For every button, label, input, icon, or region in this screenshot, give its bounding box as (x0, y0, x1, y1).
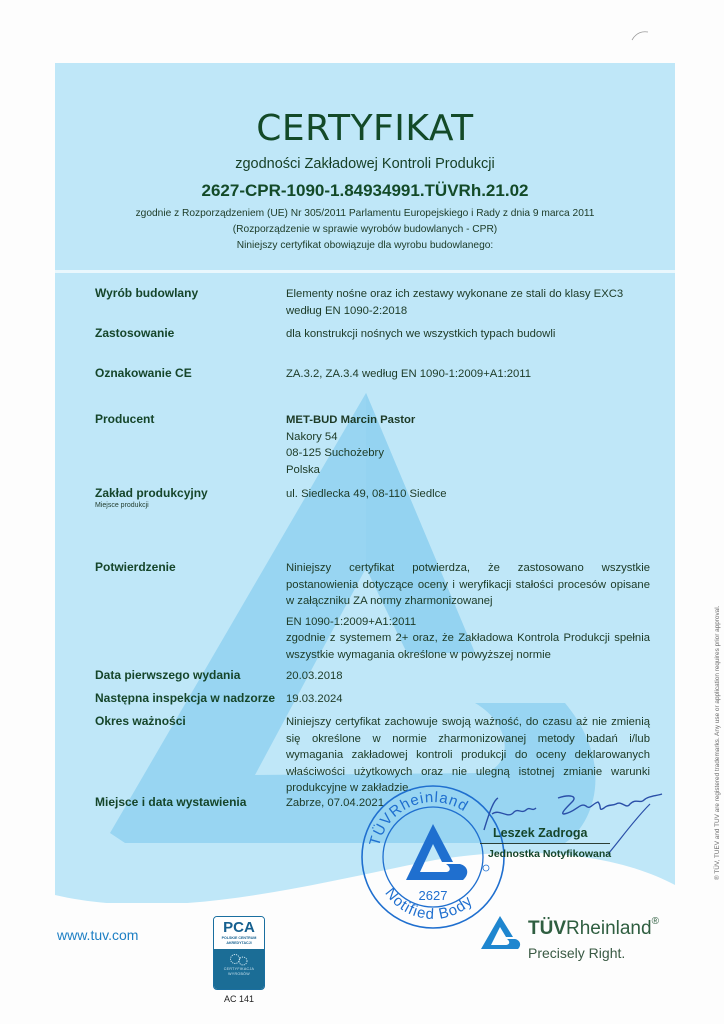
pca-bottom-text: WYROBÓW (228, 972, 250, 976)
field-label: Data pierwszego wydania (95, 668, 241, 682)
field-label: Zastosowanie (95, 326, 175, 340)
certificate-title: CERTYFIKAT (256, 108, 474, 149)
field-label: Oznakowanie CE (95, 366, 192, 380)
field-value (286, 560, 650, 663)
address-line: 08-125 Suchożebry (286, 447, 384, 459)
confirmation-standard: EN 1090-1:2009+A1:2011 (286, 615, 417, 628)
field-label: Producent (95, 412, 155, 426)
field-value: Zabrze, 07.04.2021 (286, 797, 384, 809)
field-sublabel: Miejsce produkcji (95, 502, 149, 509)
field-value: 19.03.2024 (286, 693, 343, 705)
signatory-name: Leszek Zadroga (493, 826, 588, 840)
value-line: według EN 1090-2:2018 (286, 304, 408, 317)
field-label: Zakład produkcyjny (95, 486, 208, 500)
registered-mark: ® (651, 916, 659, 927)
field-value: dla konstrukcji nośnych we wszystkich typach budowli (286, 328, 556, 340)
field-value (286, 286, 646, 319)
field-label: Potwierdzenie (95, 560, 176, 574)
website-link[interactable]: www.tuv.com (57, 927, 139, 943)
tuv-triangle-icon (480, 915, 522, 951)
field-label: Wyrób budowlany (95, 286, 199, 300)
field-value: ul. Siedlecka 49, 08-110 Siedlce (286, 488, 447, 500)
svg-text:2627: 2627 (418, 888, 448, 903)
field-label: Miejsce i data wystawienia (95, 795, 247, 809)
field-label: Następna inspekcja w nadzorze (95, 691, 276, 705)
field-value: Niniejszy certyfikat zachowuje swoją ważność, do czasu aż nie zmienią się określone w normie zharmonizowanej metody badań i/lub wymagania zakładowej kontroli produkcji do oceny deklarowanych właściwości użytkowych oraz nie ulegną istotnej zmianie warunki produkcyjne w zakładzie. (286, 716, 650, 794)
pca-logo-bottom (214, 949, 264, 989)
pca-bottom-text: CERTYFIKACJA (223, 967, 255, 971)
address-line: Polska (286, 463, 320, 476)
signatory-role: Jednostka Notyfikowana (488, 848, 612, 860)
scan-artifact (630, 30, 650, 42)
gears-icon (227, 953, 251, 967)
trademark-note: ® TÜV, TUEV and TUV are registered trademarks. Any use or application requires prior approval. (714, 605, 721, 880)
certificate-subtitle: zgodności Zakładowej Kontroli Produkcji (235, 156, 495, 172)
accreditation-number: AC 141 (223, 994, 255, 1004)
field-label: Okres ważności (95, 714, 186, 728)
confirmation-paragraph: zgodnie z systemem 2+ oraz, że Zakładowa Kontrola Produkcji spełnia wszystkie wymagania określone w powyższej normie (286, 632, 650, 661)
regulation-line: zgodnie z Rozporządzeniem (UE) Nr 305/2011 Parlamentu Europejskiego i Rady z dnia 9 marca 2011 (135, 208, 595, 219)
signature-line (480, 843, 610, 844)
certificate-number: 2627-CPR-1090-1.84934991.TÜVRh.21.02 (201, 181, 529, 200)
pca-logo (213, 916, 265, 990)
tuv-tagline: Precisely Right. (528, 945, 626, 961)
brand-rest: Rheinland (566, 918, 652, 939)
regulation-line: (Rozporządzenie w sprawie wyrobów budowlanych - CPR) (232, 224, 498, 235)
pca-subtitle: POLSKIE CENTRUM (221, 936, 257, 940)
tuv-rheinland-logo (480, 915, 680, 965)
pca-wordmark (214, 920, 264, 936)
svg-text:Notified Body: Notified Body (381, 884, 477, 924)
pca-text: PCA (223, 919, 255, 936)
producer-name: MET-BUD Marcin Pastor (286, 414, 416, 426)
field-value: 20.03.2018 (286, 670, 343, 682)
brand-bold: TÜV (528, 918, 566, 939)
tuv-brand-name (528, 918, 659, 940)
field-value (286, 412, 646, 478)
value-line: Elementy nośne oraz ich zestawy wykonane ze stali do klasy EXC3 (286, 288, 624, 300)
regulation-line: Niniejszy certyfikat obowiązuje dla wyrobu budowlanego: (236, 240, 494, 251)
pca-logo-top (214, 917, 264, 947)
address-line: Nakory 54 (286, 430, 338, 443)
pca-subtitle: AKREDYTACJI (226, 940, 252, 945)
svg-text:TÜVRheinland: TÜVRheinland (366, 788, 472, 848)
field-value: ZA.3.2, ZA.3.4 według EN 1090-1:2009+A1:2011 (286, 368, 532, 380)
confirmation-paragraph: Niniejszy certyfikat potwierdza, że zastosowano wszystkie postanowienia dotyczące oceny i weryfikacji stałości procesów opisane w załączniku ZA normy zharmonizowanej (286, 562, 650, 607)
